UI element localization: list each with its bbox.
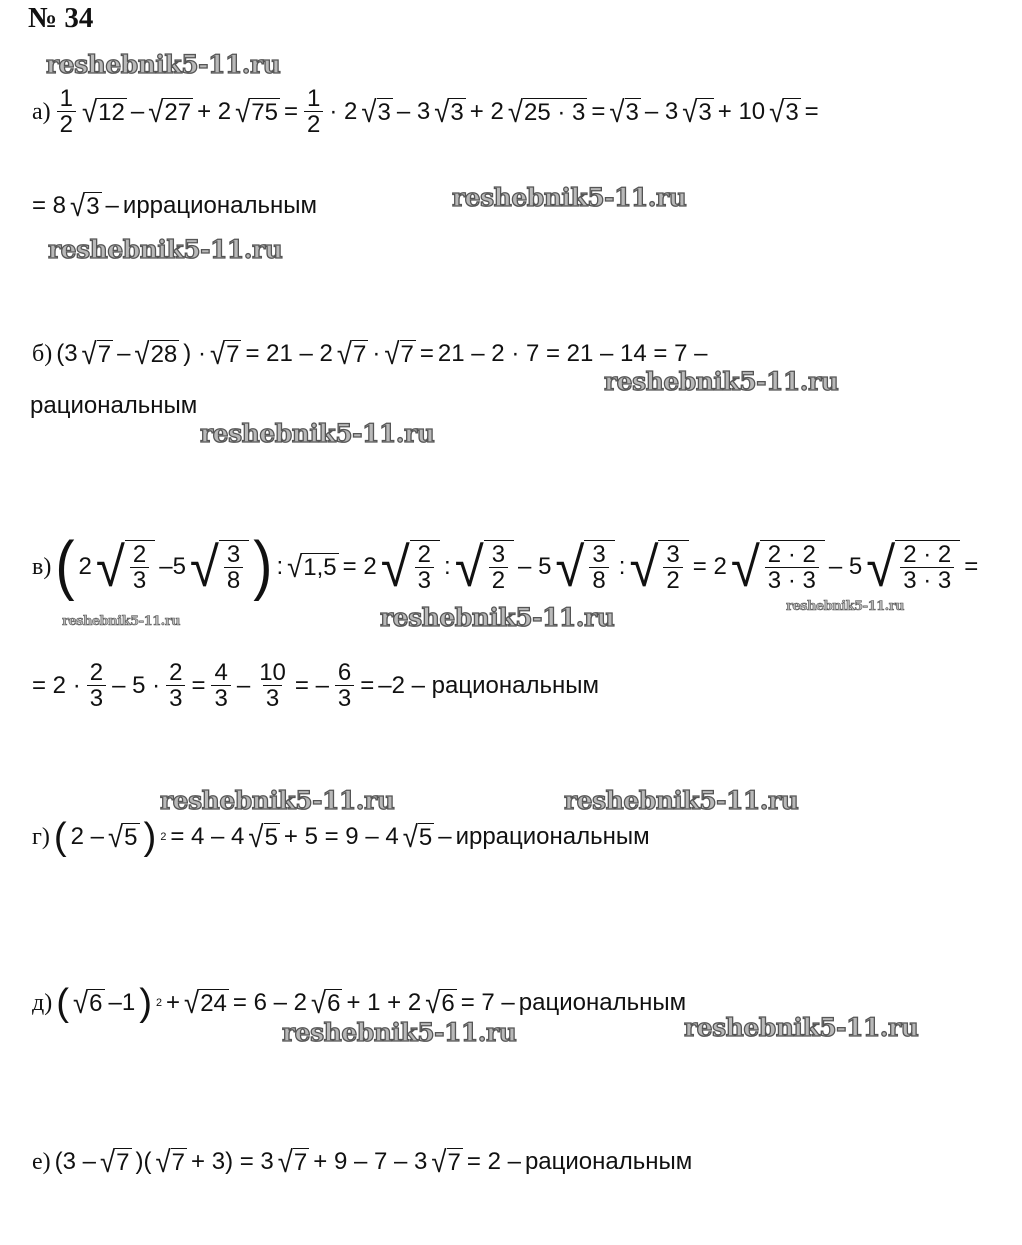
sqrt: √ 6 [73,985,103,1020]
item-a-line-1: а) $\frac{1}{2}$ √ 12 – √ 27 + 2 √ 75 = $\frac{1}{2}$ · 2 √ 3 – 3 √ 3 + 2 √ 25 · 3 = √ 3 – 3 √ 3 + 10 √ 3 = [32,85,819,139]
watermark: reshebnik5-11.ru [200,419,435,448]
sqrt: √ $\frac{3}{2}$ [455,540,514,595]
sqrt: √ 27 [148,94,192,130]
sqrt: √ $\frac{2 \cdot 2}{3 \cdot 3}$ [866,540,960,595]
sqrt: √ $\frac{3}{2}$ [629,540,688,595]
item-a-line-2: = 8 √ 3 – иррациональным [32,188,317,223]
sqrt: √ 12 [82,94,125,130]
sqrt: √ 7 [384,336,414,371]
sqrt: √ 25 · 3 [507,94,586,130]
watermark: reshebnik5-11.ru [380,603,615,632]
item-label: б) [32,340,53,367]
sqrt: √ 28 [134,336,178,371]
sqrt: √ 3 [769,94,799,130]
sqrt: √ $\frac{2}{3}$ [96,540,155,595]
watermark: reshebnik5-11.ru [786,599,905,614]
sqrt: √ 3 [609,94,639,130]
sqrt: √ 3 [682,94,712,130]
sqrt: √ 5 [248,819,278,854]
sqrt: √ $\frac{3}{8}$ [190,540,249,595]
fraction: $\frac{1}{2}$ [304,86,323,139]
sqrt: √ 6 [310,985,341,1020]
watermark: reshebnik5-11.ru [684,1013,919,1042]
item-g-line: г) ( 2 – √ 5 ) 2 = 4 – 4 √ 5 + 5 = 9 – 4 √ 5 – иррациональным [32,815,650,858]
sqrt: √ $\frac{3}{8}$ [555,540,614,595]
verdict: рациональным [518,989,687,1017]
sqrt: √ 24 [184,985,227,1020]
watermark: reshebnik5-11.ru [604,367,839,396]
fraction: $\frac{2}{3}$ [87,660,106,713]
watermark: reshebnik5-11.ru [160,786,395,815]
fraction: $\frac{6}{3}$ [335,660,354,713]
watermark: reshebnik5-11.ru [46,50,281,79]
sqrt: √ $\frac{2}{3}$ [381,540,440,595]
item-d-line: д) ( √ 6 –1 ) 2 + √ 24 = 6 – 2 √ 6 + 1 + 2 √ 6 = 7 – рациональным [32,981,687,1024]
item-b-tail: 21 – 2 · 7 = 21 – 14 = 7 – [437,339,708,367]
sqrt: √ 7 [81,336,112,371]
verdict: иррациональным [455,823,650,851]
fraction: $\frac{1}{2}$ [57,86,76,139]
watermark: reshebnik5-11.ru [452,183,687,212]
sqrt: √ 7 [100,1144,130,1179]
item-b-line-2 [30,394,197,418]
sqrt: √ $\frac{2 \cdot 2}{3 \cdot 3}$ [731,540,825,595]
item-v-line-2: = 2 · $\frac{2}{3}$ – 5 · $\frac{2}{3}$ = $\frac{4}{3}$ – $\frac{10}{3}$ = – $\frac{6}{3}$ = –2 – рациональным [32,659,599,713]
item-label: г) [32,824,50,851]
item-e-line: е) (3 – √ 7 )( √ 7 + 3) = 3 √ 7 + 9 – 7 – 3 √ 7 = 2 – рациональным [32,1144,693,1179]
sqrt: √ 7 [336,336,367,371]
sqrt: √ 6 [425,985,455,1020]
item-label: в) [32,554,52,581]
sqrt: √ 3 [70,188,100,223]
sqrt: √ 75 [235,94,278,130]
watermark: reshebnik5-11.ru [62,614,181,629]
item-label: а) [32,99,51,126]
verdict: рациональным [524,1147,693,1175]
item-label: е) [32,1148,51,1175]
fraction: $\frac{10}{3}$ [259,659,286,713]
item-v-tail: –2 – рациональным [378,672,599,700]
item-v-line-1: в) ( 2 √ $\frac{2}{3}$ –5 √ $\frac{3}{8}$ ) : √ 1,5 = 2 √ $\frac{2}{3}$ : √ $\frac{3}{2}$ – 5 √ $\frac{3}{8}$ : √ $\frac{3}{2}$ = 2 √ $\frac{2 \cdot 2}{3 \cdot 3}$ – 5 √ $\frac{2 \cdot 2}{3 \cdot 3}$ = [32,529,979,604]
verdict: рациональным [30,392,198,419]
item-label: д) [32,990,53,1017]
sqrt: √ 3 [434,94,464,130]
sqrt: √ 7 [209,336,240,371]
verdict: иррациональным [122,191,317,219]
sqrt: √ 5 [108,819,138,854]
sqrt: √ 7 [431,1144,461,1179]
watermark: reshebnik5-11.ru [564,786,799,815]
sqrt: √ 3 [361,94,391,130]
watermark: reshebnik5-11.ru [48,235,283,264]
sqrt: √ 7 [155,1144,186,1179]
item-b-line-1: б) (3 √ 7 – √ 28 ) · √ 7 = 21 – 2 √ 7 · √ 7 = 21 – 2 · 7 = 21 – 14 = 7 – [32,336,708,371]
sqrt: √ 7 [277,1144,308,1179]
fraction: $\frac{4}{3}$ [211,660,230,713]
watermark: reshebnik5-11.ru [282,1018,517,1047]
sqrt: √ 1,5 [287,549,337,585]
sqrt: √ 5 [402,819,433,854]
page-title: № 34 [28,2,94,34]
fraction: $\frac{2}{3}$ [166,660,185,713]
